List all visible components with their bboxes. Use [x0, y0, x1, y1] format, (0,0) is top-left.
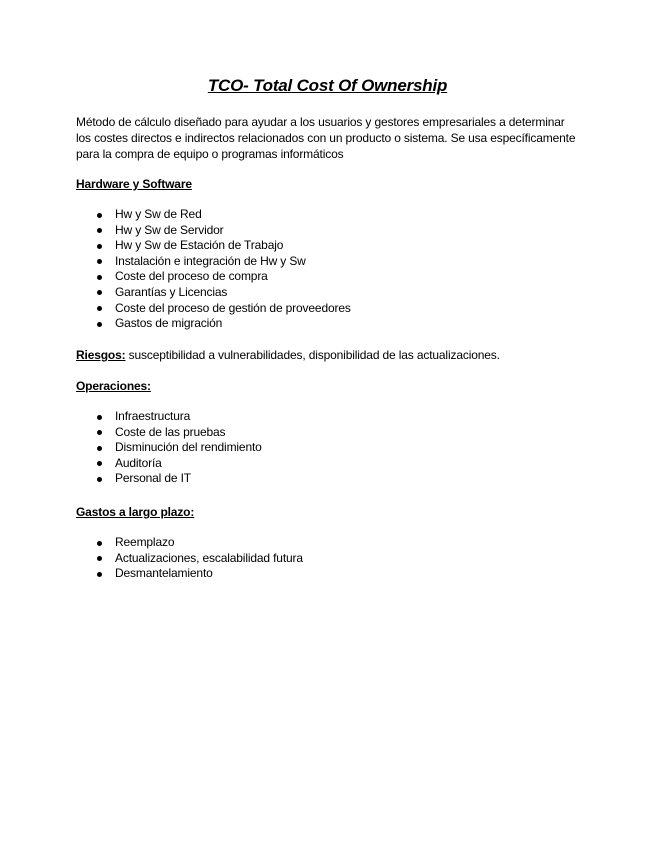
list-item-text: Reemplazo	[115, 535, 175, 549]
bullet-icon	[97, 556, 102, 561]
list-item-text: Hw y Sw de Servidor	[115, 222, 224, 237]
bullet-icon	[97, 228, 102, 233]
bullet-icon	[97, 572, 102, 577]
bullet-icon	[97, 430, 102, 435]
largo-plazo-list	[76, 535, 303, 582]
list-item	[76, 551, 303, 567]
list-item-text: Garantías y Licencias	[115, 284, 228, 299]
list-item-text: Personal de IT	[115, 471, 191, 486]
riesgos-label: Riesgos:	[76, 348, 126, 362]
bullet-icon	[97, 461, 102, 466]
list-item	[76, 285, 351, 301]
bullet-icon	[97, 306, 102, 311]
list-item	[76, 535, 303, 551]
list-item-text: Coste del proceso de gestión de proveedores	[115, 300, 351, 315]
bullet-icon	[97, 290, 102, 295]
list-item	[76, 425, 262, 441]
intro-paragraph: Método de cálculo diseñado para ayudar a los usuarios y gestores empresariales a determinar los costes directos e indirectos relacionados con un producto o sistema. Se usa específicamente para la compra de equipo o programas informáticos	[76, 115, 576, 161]
list-item-text: Actualizaciones, escalabilidad futura	[115, 550, 303, 565]
document-title: TCO- Total Cost Of Ownership	[207, 76, 448, 95]
list-item	[76, 269, 351, 285]
list-item	[76, 254, 351, 270]
list-item-text: Desmantelamiento	[115, 566, 213, 581]
list-item-text: Instalación e integración de Hw y Sw	[115, 253, 306, 268]
list-item	[76, 316, 351, 332]
list-item-text: Coste del proceso de compra	[115, 269, 268, 284]
list-item-text: Hw y Sw de Red	[115, 207, 202, 221]
list-item	[76, 238, 351, 254]
riesgos-text: susceptibilidad a vulnerabilidades, disponibilidad de las actualizaciones.	[125, 348, 500, 362]
hardware-heading: Hardware y Software	[76, 177, 192, 191]
list-item-text: Infraestructura	[115, 409, 191, 423]
riesgos-paragraph	[76, 347, 500, 363]
list-item-text: Hw y Sw de Estación de Trabajo	[115, 238, 284, 253]
operaciones-list	[76, 409, 262, 487]
list-item	[76, 223, 351, 239]
list-item	[76, 440, 262, 456]
bullet-icon	[97, 275, 102, 280]
list-item	[76, 301, 351, 317]
bullet-icon	[97, 244, 102, 249]
bullet-icon	[97, 477, 102, 482]
operaciones-heading: Operaciones:	[76, 379, 151, 393]
list-item-text: Disminución del rendimiento	[115, 440, 262, 455]
largo-plazo-heading: Gastos a largo plazo:	[76, 505, 195, 519]
bullet-icon	[97, 322, 102, 327]
list-item-text: Gastos de migración	[115, 316, 223, 331]
list-item	[76, 566, 303, 582]
list-item	[76, 456, 262, 472]
list-item	[76, 207, 351, 223]
bullet-icon	[97, 541, 102, 546]
bullet-icon	[97, 259, 102, 264]
bullet-icon	[97, 415, 102, 420]
list-item-text: Auditoría	[115, 455, 162, 470]
list-item	[76, 471, 262, 487]
bullet-icon	[97, 213, 102, 218]
list-item	[76, 409, 262, 425]
hardware-list	[76, 207, 351, 332]
list-item-text: Coste de las pruebas	[115, 424, 226, 439]
bullet-icon	[97, 446, 102, 451]
